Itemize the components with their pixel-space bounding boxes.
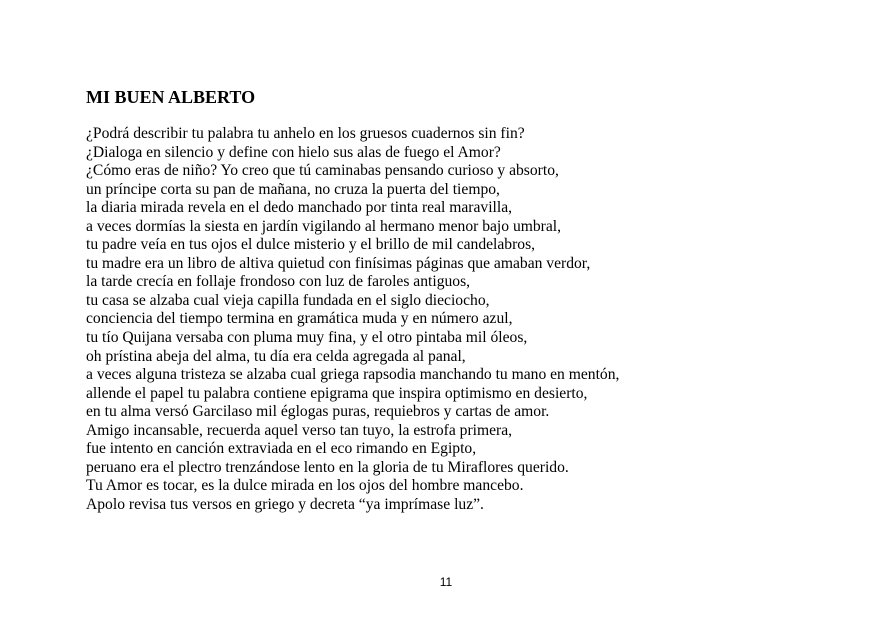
poem-line: a veces dormías la siesta en jardín vigilando al hermano menor bajo umbral, xyxy=(86,217,562,235)
poem-line: ¿Dialoga en silencio y define con hielo sus alas de fuego el Amor? xyxy=(86,143,501,161)
poem-line: la tarde crecía en follaje frondoso con luz de faroles antiguos, xyxy=(86,273,471,291)
poem-line: tu casa se alzaba cual vieja capilla fundada en el siglo dieciocho, xyxy=(86,291,490,309)
poem-line: tu tío Quijana versaba con pluma muy fina, y el otro pintaba mil óleos, xyxy=(86,329,528,347)
poem-line: en tu alma versó Garcilaso mil églogas puras, requiebros y cartas de amor. xyxy=(86,403,550,421)
poem-line: conciencia del tiempo termina en gramática muda y en número azul, xyxy=(86,310,513,328)
poem-line: la diaria mirada revela en el dedo manchado por tinta real maravilla, xyxy=(86,199,513,217)
poem-line: oh prístina abeja del alma, tu día era celda agregada al panal, xyxy=(86,347,466,365)
poem-line: ¿Cómo eras de niño? Yo creo que tú caminabas pensando curioso y absorto, xyxy=(86,162,559,180)
poem-title: MI BUEN ALBERTO xyxy=(86,87,256,107)
poem-line: un príncipe corta su pan de mañana, no cruza la puerta del tiempo, xyxy=(86,180,500,198)
poem-line: tu padre veía en tus ojos el dulce misterio y el brillo de mil candelabros, xyxy=(86,236,536,254)
poem-line: allende el papel tu palabra contiene epigrama que inspira optimismo en desierto, xyxy=(86,384,588,402)
poem-line: Amigo incansable, recuerda aquel verso tan tuyo, la estrofa primera, xyxy=(86,421,513,439)
poem-line: Apolo revisa tus versos en griego y decreta “ya imprímase luz”. xyxy=(86,495,484,513)
poem-body xyxy=(86,125,876,514)
poem-line: ¿Podrá describir tu palabra tu anhelo en los gruesos cuadernos sin fin? xyxy=(86,125,525,142)
poem-line: peruano era el plectro trenzándose lento en la gloria de tu Miraflores querido. xyxy=(86,458,569,476)
poem-line: Tu Amor es tocar, es la dulce mirada en los ojos del hombre mancebo. xyxy=(86,477,524,495)
poem-line: tu madre era un libro de altiva quietud con finísimas páginas que amaban verdor, xyxy=(86,254,591,272)
poem-line: fue intento en canción extraviada en el eco rimando en Egipto, xyxy=(86,440,477,458)
page-number: 11 xyxy=(439,575,453,589)
poem-line: a veces alguna tristeza se alzaba cual griega rapsodia manchando tu mano en mentón, xyxy=(86,366,620,384)
